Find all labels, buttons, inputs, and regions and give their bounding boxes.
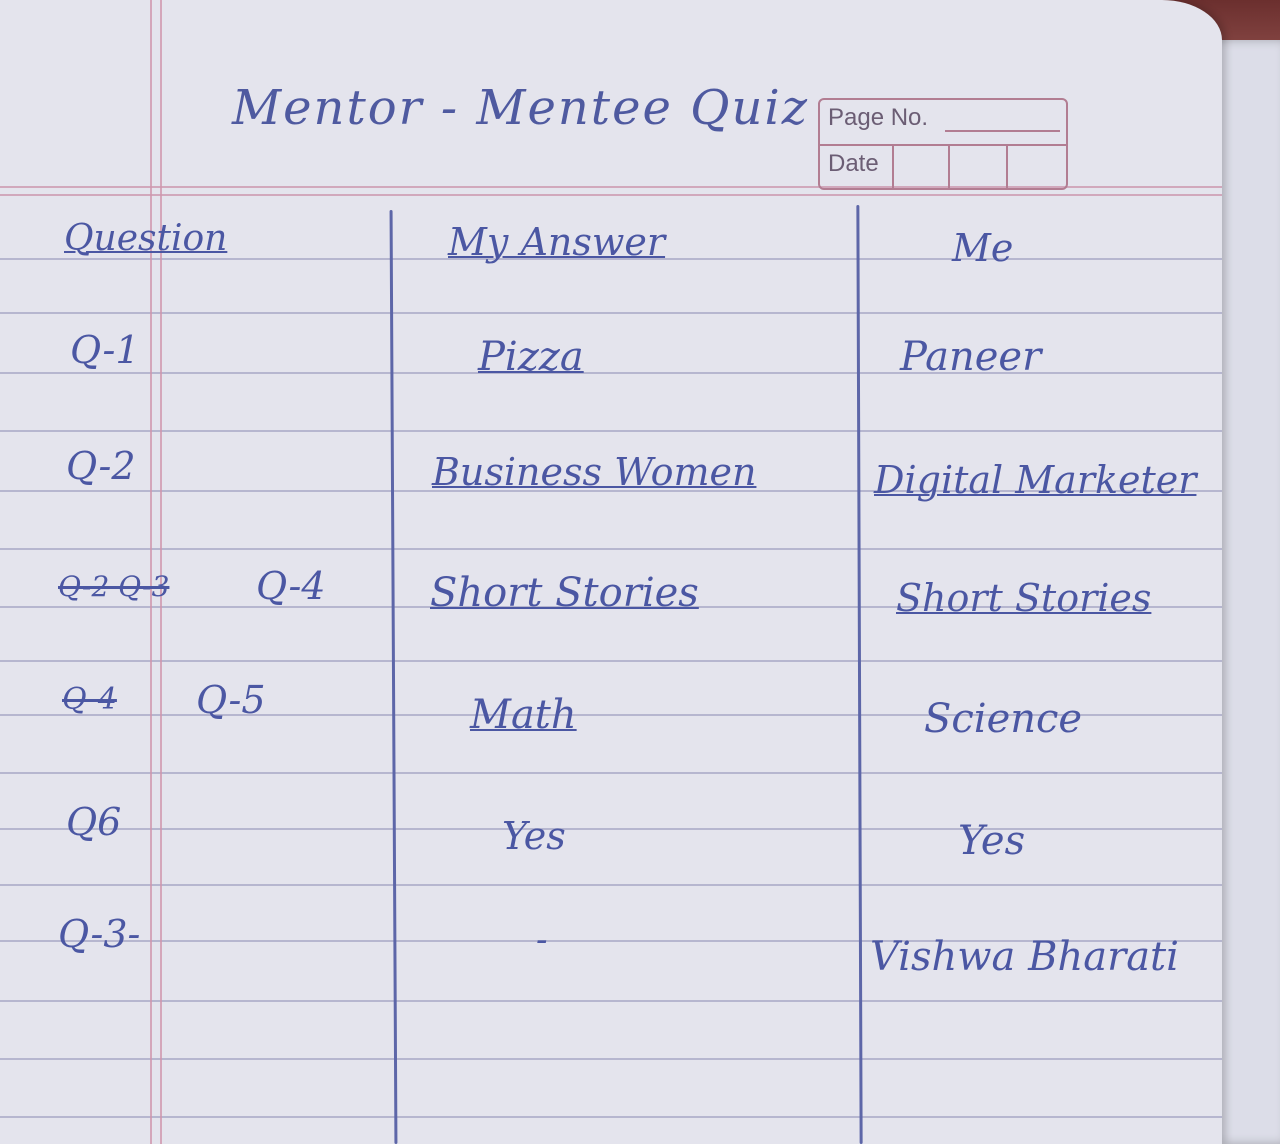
me-answer-cell: Science [924,696,1083,742]
me-answer-cell: Yes [958,818,1026,864]
my-answer-cell: Business Women [432,450,757,494]
my-answer-cell: Pizza [478,334,584,380]
header-me: Me [952,226,1014,270]
struck-question-text: Q-2 Q-3 [58,570,170,603]
page-date-box [818,98,1068,190]
ruled-line [0,1058,1222,1060]
header-my-answer: My Answer [448,220,666,264]
my-answer-cell: Short Stories [430,570,699,616]
date-cell-divider [948,146,950,190]
question-cell: Q-5 [196,678,266,722]
question-cell: Q-3- [58,912,141,956]
header-divider [820,144,1066,146]
question-cell: Q-4 [256,564,326,608]
column-divider [390,210,398,1144]
date-label: Date [828,150,879,177]
me-answer-cell: Paneer [900,334,1042,380]
question-cell: Q-1 [70,328,140,372]
ruled-line [0,430,1222,432]
me-answer-cell: Vishwa Bharati [870,934,1179,980]
ruled-line [0,312,1222,314]
me-answer-cell: Digital Marketer [874,458,1197,502]
ruled-line [0,828,1222,830]
me-answer-cell: Short Stories [896,576,1152,620]
struck-question-text: Q-4 [62,682,117,717]
ruled-line [0,1116,1222,1118]
my-answer-cell: Math [470,692,577,738]
page-no-field [945,130,1060,132]
question-cell: Q-2 [66,444,136,488]
header-question: Question [64,218,228,259]
page-no-label: Page No. [828,104,929,131]
ruled-line [0,548,1222,550]
date-cell-divider [892,146,894,190]
ruled-line [0,660,1222,662]
my-answer-cell: - [536,920,548,960]
ruled-line [0,1000,1222,1002]
question-cell: Q6 [66,800,122,844]
ruled-line [0,772,1222,774]
ruled-line [0,194,1222,196]
column-divider [856,205,862,1144]
page-title: Mentor - Mentee Quiz [232,80,810,136]
my-answer-cell: Yes [502,814,566,858]
ruled-line [0,884,1222,886]
date-cell-divider [1006,146,1008,190]
